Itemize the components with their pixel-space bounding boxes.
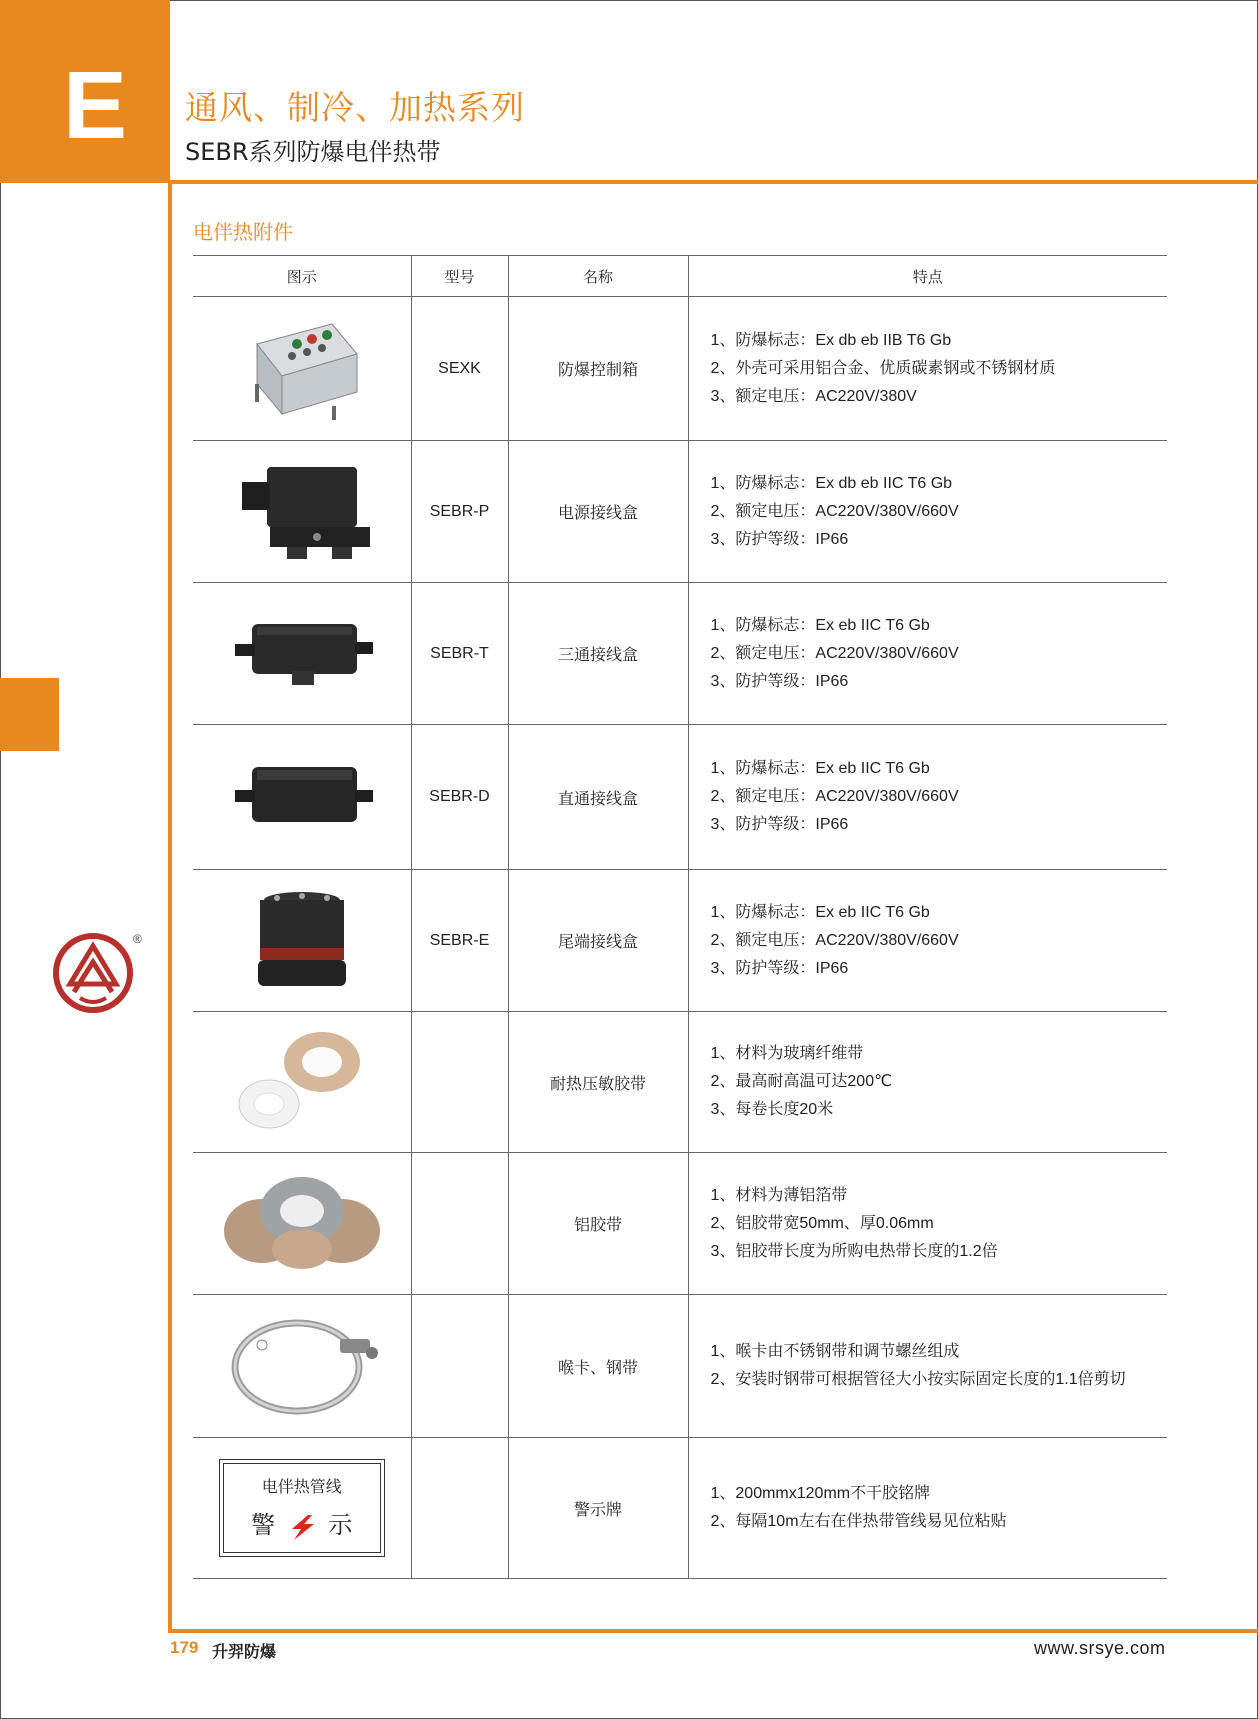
aluminum-tape-icon bbox=[217, 1169, 387, 1279]
name-cell: 尾端接线盒 bbox=[508, 870, 688, 1012]
image-cell bbox=[193, 441, 411, 583]
feature-line: 2、安装时钢带可根据管径大小按实际固定长度的1.1倍剪切 bbox=[710, 1371, 1126, 1388]
image-cell bbox=[193, 1438, 411, 1579]
warning-sign-char: 示 bbox=[328, 1512, 353, 1539]
table-row bbox=[193, 583, 1167, 725]
table-header-row bbox=[193, 256, 1167, 297]
table-row bbox=[193, 725, 1167, 870]
accessories-table bbox=[193, 255, 1167, 1579]
image-cell bbox=[193, 297, 411, 441]
feature-line: 2、外壳可采用铝合金、优质碳素钢或不锈钢材质 bbox=[710, 359, 1056, 377]
model-cell: SEXK bbox=[411, 297, 508, 441]
model-cell bbox=[411, 1438, 508, 1579]
page-subtitle: SEBR系列防爆电伴热带 bbox=[185, 138, 441, 166]
feature-line: 3、防护等级：IP66 bbox=[710, 959, 849, 977]
feature-line: 1、防爆标志：Ex db eb IIB T6 Gb bbox=[710, 331, 952, 349]
feature-line: 3、防护等级：IP66 bbox=[710, 530, 849, 548]
footer-url: www.srsye.com bbox=[1034, 1638, 1166, 1658]
power-junction-box-icon bbox=[232, 457, 372, 567]
page-number: 179 bbox=[170, 1638, 199, 1657]
left-divider bbox=[168, 183, 172, 1633]
feature-line: 1、防爆标志：Ex eb IIC T6 Gb bbox=[710, 616, 930, 634]
feature-line: 1、防爆标志：Ex eb IIC T6 Gb bbox=[710, 760, 930, 777]
table-row bbox=[193, 1438, 1167, 1579]
features-cell bbox=[688, 297, 1167, 441]
feature-line: 2、额定电压：AC220V/380V/660V bbox=[710, 502, 959, 520]
table-row bbox=[193, 297, 1167, 441]
features-cell bbox=[688, 1012, 1167, 1153]
feature-line: 2、每隔10m左右在伴热带管线易见位粘贴 bbox=[710, 1513, 1007, 1530]
name-cell: 铝胶带 bbox=[508, 1153, 688, 1295]
features-cell bbox=[688, 1438, 1167, 1579]
header-features: 特点 bbox=[688, 256, 1167, 297]
feature-line: 3、额定电压：AC220V/380V bbox=[710, 387, 917, 405]
name-cell: 耐热压敏胶带 bbox=[508, 1012, 688, 1153]
end-junction-box-icon bbox=[242, 886, 362, 996]
feature-line: 2、额定电压：AC220V/380V/660V bbox=[710, 644, 959, 662]
image-cell bbox=[193, 583, 411, 725]
image-cell bbox=[193, 1153, 411, 1295]
model-cell bbox=[411, 1153, 508, 1295]
features-cell bbox=[688, 870, 1167, 1012]
image-cell bbox=[193, 870, 411, 1012]
warning-sign-text: 电伴热管线 bbox=[261, 1479, 342, 1496]
lightning-bolt-icon bbox=[282, 1513, 322, 1541]
features-cell bbox=[688, 1153, 1167, 1295]
table-row bbox=[193, 1295, 1167, 1438]
header-model: 型号 bbox=[411, 256, 508, 297]
warning-sign-illustration bbox=[219, 1459, 385, 1557]
feature-line: 1、材料为玻璃纤维带 bbox=[710, 1045, 864, 1062]
tee-junction-box-icon bbox=[227, 609, 377, 699]
warning-sign-char: 警 bbox=[251, 1512, 276, 1539]
straight-junction-box-icon bbox=[227, 752, 377, 842]
features-cell bbox=[688, 583, 1167, 725]
control-box-icon bbox=[237, 314, 367, 424]
feature-line: 1、防爆标志：Ex eb IIC T6 Gb bbox=[710, 903, 930, 921]
features-cell bbox=[688, 725, 1167, 870]
feature-line: 1、200mmx120mm不干胶铭牌 bbox=[710, 1485, 931, 1502]
name-cell: 直通接线盒 bbox=[508, 725, 688, 870]
feature-line: 3、防护等级：IP66 bbox=[710, 672, 849, 690]
model-cell: SEBR-D bbox=[411, 725, 508, 870]
name-cell: 防爆控制箱 bbox=[508, 297, 688, 441]
feature-line: 2、额定电压：AC220V/380V/660V bbox=[710, 788, 959, 805]
feature-line: 1、喉卡由不锈钢带和调节螺丝组成 bbox=[710, 1343, 960, 1360]
name-cell: 三通接线盒 bbox=[508, 583, 688, 725]
company-logo-icon bbox=[50, 932, 136, 1014]
header-divider bbox=[170, 180, 1258, 184]
table-row bbox=[193, 441, 1167, 583]
hose-clamp-icon bbox=[222, 1309, 382, 1424]
footer-divider bbox=[168, 1629, 1258, 1633]
name-cell: 喉卡、钢带 bbox=[508, 1295, 688, 1438]
feature-line: 1、材料为薄铝箔带 bbox=[710, 1186, 848, 1204]
fiberglass-tape-icon bbox=[227, 1022, 377, 1142]
feature-line: 2、额定电压：AC220V/380V/660V bbox=[710, 931, 959, 949]
model-cell: SEBR-E bbox=[411, 870, 508, 1012]
model-cell bbox=[411, 1012, 508, 1153]
model-cell: SEBR-P bbox=[411, 441, 508, 583]
feature-line: 1、防爆标志：Ex db eb IIC T6 Gb bbox=[710, 474, 953, 492]
registered-mark: ® bbox=[133, 932, 142, 946]
model-cell: SEBR-T bbox=[411, 583, 508, 725]
name-cell: 电源接线盒 bbox=[508, 441, 688, 583]
feature-line: 2、最高耐高温可达200℃ bbox=[710, 1073, 893, 1090]
features-cell bbox=[688, 1295, 1167, 1438]
side-tab-marker bbox=[0, 678, 59, 751]
header-image: 图示 bbox=[193, 256, 411, 297]
name-cell: 警示牌 bbox=[508, 1438, 688, 1579]
image-cell bbox=[193, 1295, 411, 1438]
model-cell bbox=[411, 1295, 508, 1438]
feature-line: 3、防护等级：IP66 bbox=[710, 816, 849, 833]
table-row bbox=[193, 1153, 1167, 1295]
header-name: 名称 bbox=[508, 256, 688, 297]
table-row bbox=[193, 870, 1167, 1012]
image-cell bbox=[193, 725, 411, 870]
section-letter: E bbox=[63, 52, 128, 159]
feature-line: 3、铝胶带长度为所购电热带长度的1.2倍 bbox=[710, 1242, 998, 1260]
feature-line: 2、铝胶带宽50mm、厚0.06mm bbox=[710, 1214, 934, 1232]
image-cell bbox=[193, 1012, 411, 1153]
page-title: 通风、制冷、加热系列 bbox=[185, 88, 525, 127]
features-cell bbox=[688, 441, 1167, 583]
feature-line: 3、每卷长度20米 bbox=[710, 1101, 834, 1118]
footer-brand: 升羿防爆 bbox=[212, 1644, 277, 1661]
section-title: 电伴热附件 bbox=[193, 220, 293, 244]
table-row bbox=[193, 1012, 1167, 1153]
